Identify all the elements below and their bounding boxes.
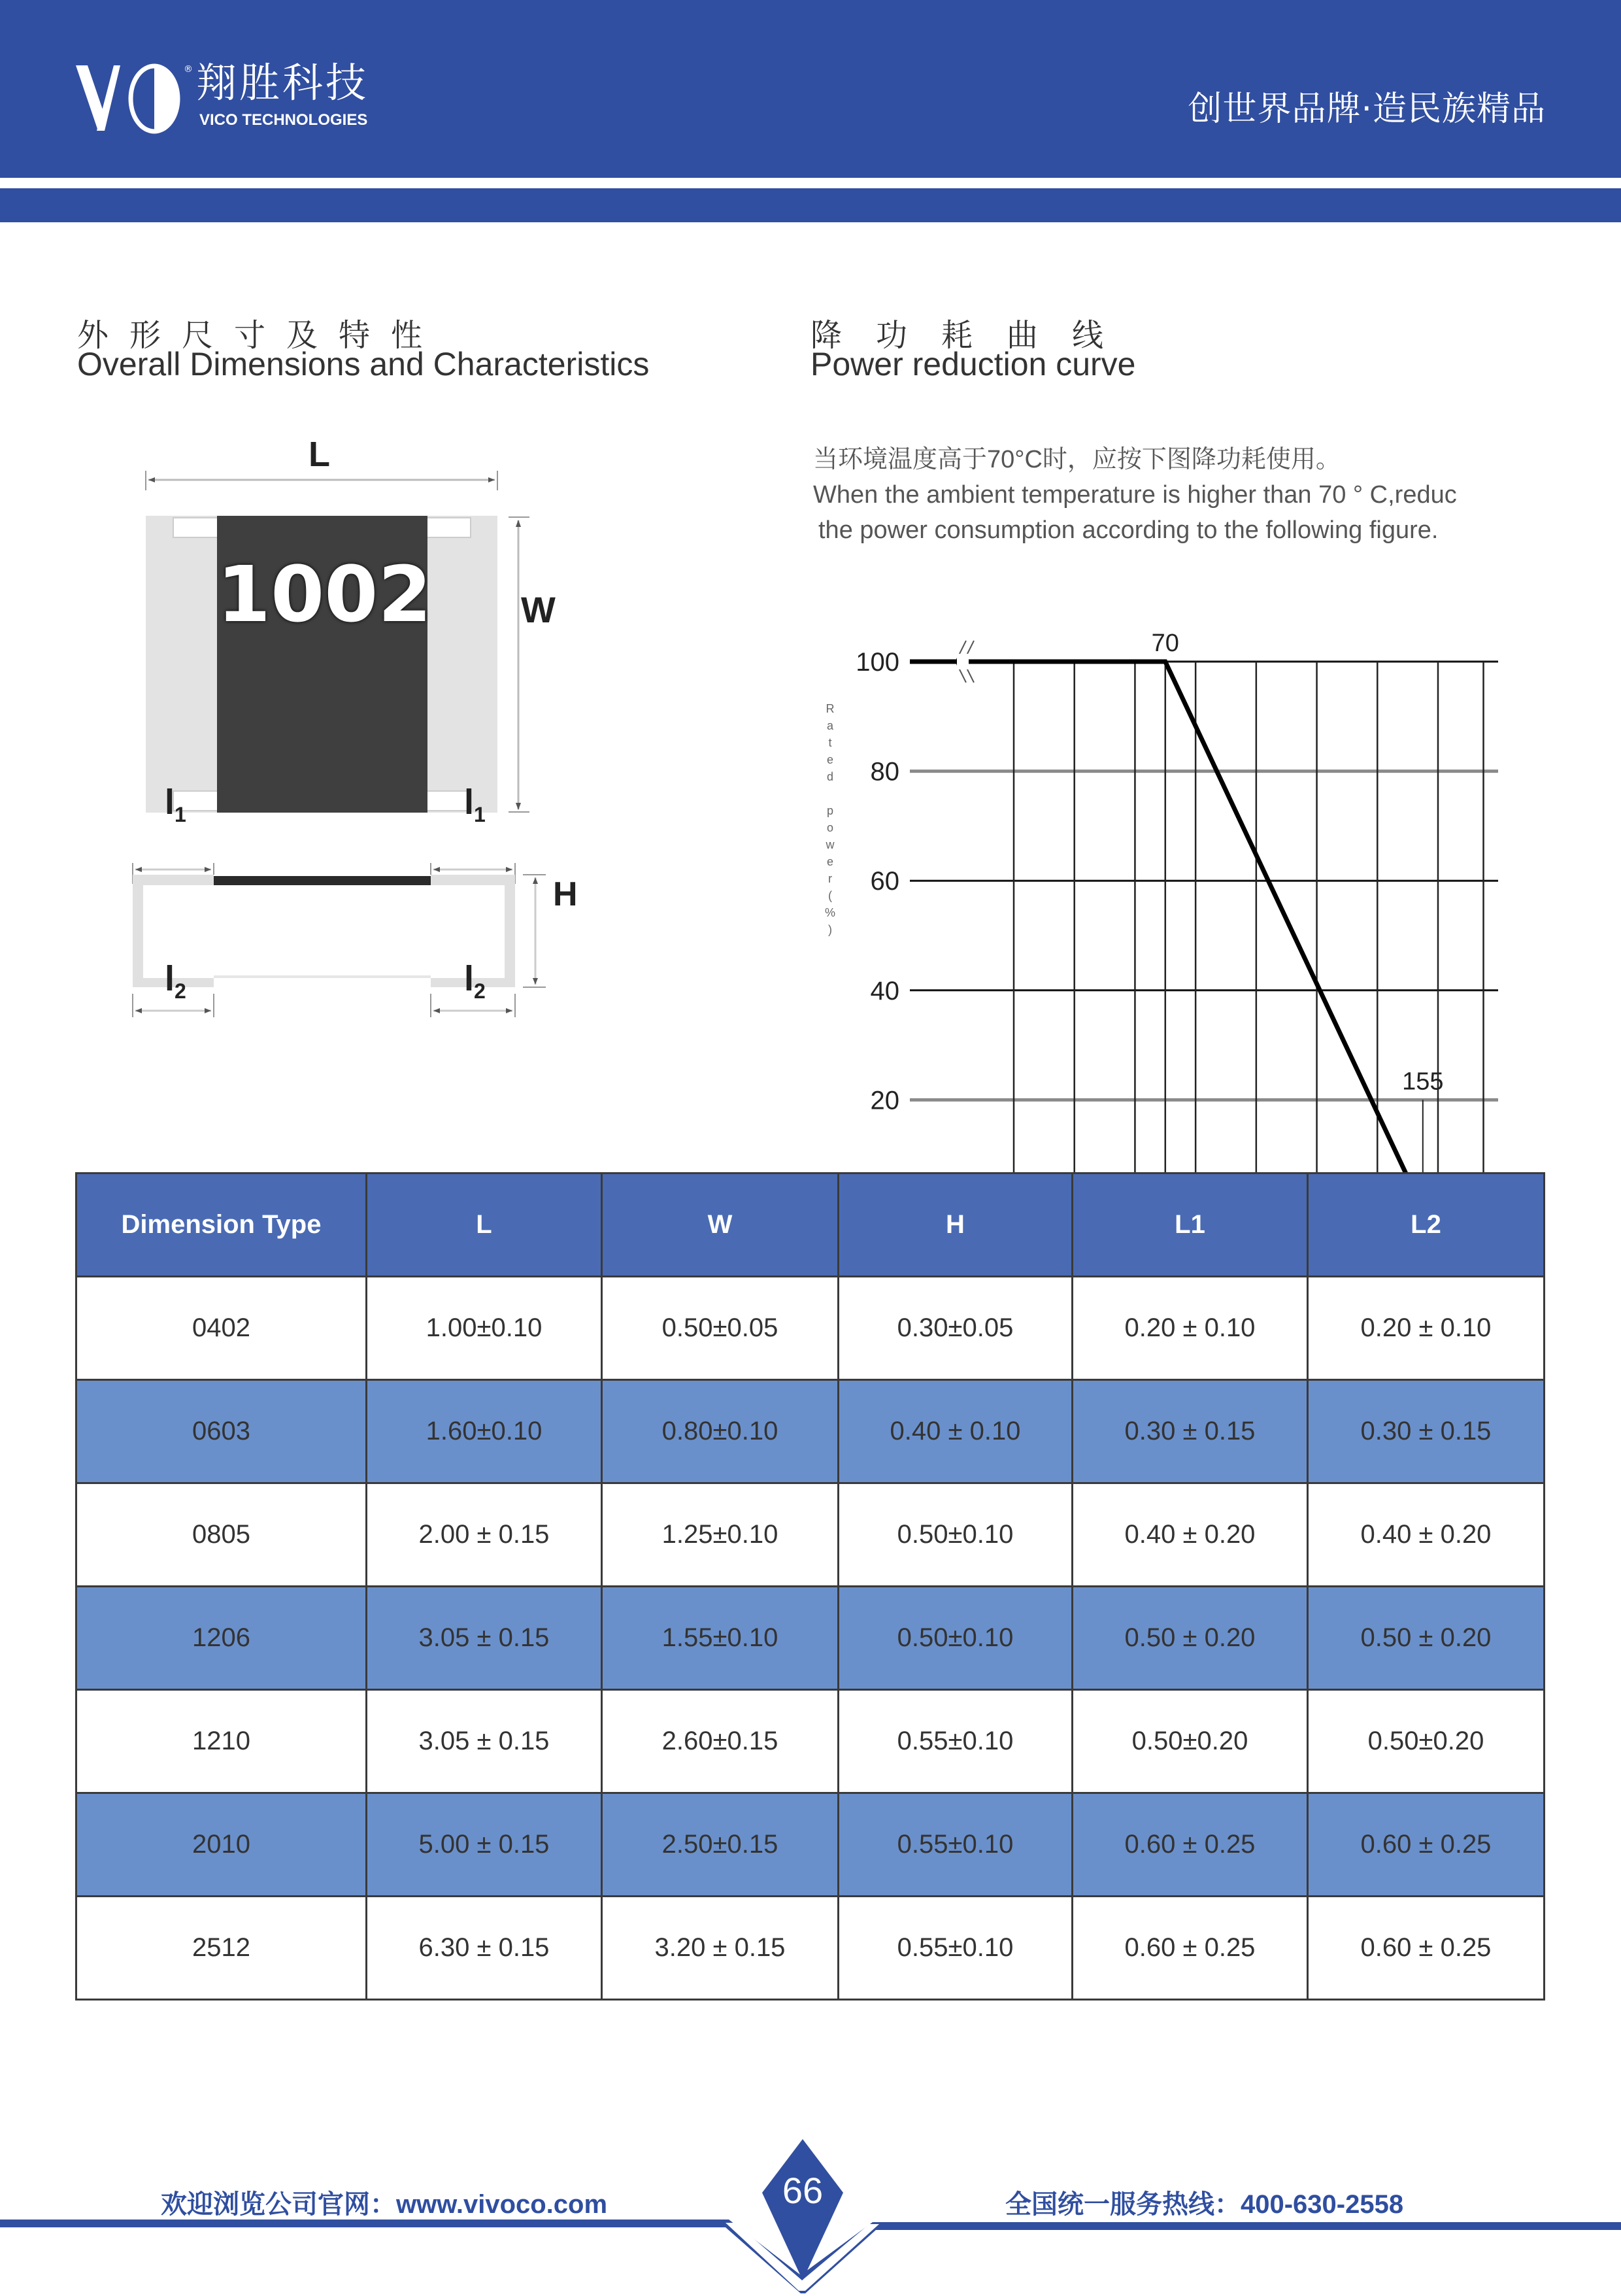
cell-l1: 0.40 ± 0.20 <box>1073 1483 1308 1587</box>
cell-w: 0.80±0.10 <box>602 1380 839 1483</box>
dimensions-title-cn: 外形尺寸及特性 <box>77 310 443 355</box>
registered-mark: ® <box>184 64 193 75</box>
y-axis-label-char: e <box>827 753 833 766</box>
cell-l: 1.60±0.10 <box>367 1380 602 1483</box>
cell-l1: 0.50 ± 0.20 <box>1073 1587 1308 1690</box>
power-note-en-line1: When the ambient temperature is higher than 70 ° C,reduc <box>813 477 1457 513</box>
cell-h: 0.55±0.10 <box>839 1793 1073 1897</box>
label-l2-right-sub: 2 <box>474 979 486 1003</box>
cell-type: 1206 <box>76 1587 367 1690</box>
label-l1-left-sub: 1 <box>175 803 186 826</box>
y-axis-label-char: R <box>826 702 835 715</box>
header-l2: L2 <box>1308 1173 1545 1277</box>
cell-type: 2010 <box>76 1793 367 1897</box>
slogan: 创世界品牌·造民族精品 <box>1188 81 1546 130</box>
y-axis-label-char: p <box>827 804 833 817</box>
table-row <box>76 1587 1545 1690</box>
chart-labels <box>825 630 1460 1261</box>
header-l1: L1 <box>1073 1173 1308 1277</box>
y-tick-label: 20 <box>871 1086 900 1115</box>
chart-series <box>910 654 1423 1209</box>
resistor-marking: 1002 <box>217 549 427 639</box>
cell-w: 0.50±0.05 <box>602 1277 839 1380</box>
table-row <box>76 1483 1545 1587</box>
header-w: W <box>602 1173 839 1277</box>
cell-type: 0402 <box>76 1277 367 1380</box>
annotation-70: 70 <box>1152 630 1179 657</box>
cell-w: 2.60±0.15 <box>602 1690 839 1793</box>
power-note-en-line2: the power consumption according to the following figure. <box>818 513 1438 548</box>
cell-l1: 0.30 ± 0.15 <box>1073 1380 1308 1483</box>
table-row <box>76 1897 1545 2000</box>
power-title-en: Power reduction curve <box>811 345 1135 383</box>
cell-l: 6.30 ± 0.15 <box>367 1897 602 2000</box>
cell-h: 0.30±0.05 <box>839 1277 1073 1380</box>
cell-l2: 0.20 ± 0.10 <box>1308 1277 1545 1380</box>
cell-h: 0.55±0.10 <box>839 1690 1073 1793</box>
y-axis-label-char: t <box>828 736 831 749</box>
y-tick-label: 60 <box>871 867 900 896</box>
y-axis-label-char: ) <box>828 923 832 936</box>
table-row <box>76 1793 1545 1897</box>
series-break-gap <box>957 654 969 669</box>
label-length: L <box>309 434 330 475</box>
footer-website[interactable]: 欢迎浏览公司官网：www.vivoco.com <box>161 2184 607 2221</box>
cell-l2: 0.60 ± 0.25 <box>1308 1793 1545 1897</box>
table-row <box>76 1277 1545 1380</box>
cell-l1: 0.20 ± 0.10 <box>1073 1277 1308 1380</box>
cell-l: 3.05 ± 0.15 <box>367 1690 602 1793</box>
header-l: L <box>367 1173 602 1277</box>
y-axis-label-char: w <box>826 838 835 851</box>
cell-type: 1210 <box>76 1690 367 1793</box>
cell-l2: 0.60 ± 0.25 <box>1308 1897 1545 2000</box>
cell-w: 1.55±0.10 <box>602 1587 839 1690</box>
y-axis-label-char: ( <box>828 889 832 902</box>
label-l2-right-text: l <box>464 959 474 998</box>
cell-w: 1.25±0.10 <box>602 1483 839 1587</box>
footer-hotline: 全国统一服务热线：400-630-2558 <box>1005 2184 1403 2221</box>
page-number: 66 <box>763 2169 842 2212</box>
y-tick-label: 40 <box>871 977 900 1005</box>
table-row <box>76 1380 1545 1483</box>
label-l1-right-text: l <box>464 783 474 822</box>
y-axis-label-char: a <box>827 719 834 732</box>
cell-type: 0603 <box>76 1380 367 1483</box>
cell-h: 0.50±0.10 <box>839 1587 1073 1690</box>
cell-l1: 0.60 ± 0.25 <box>1073 1793 1308 1897</box>
cell-w: 3.20 ± 0.15 <box>602 1897 839 2000</box>
cell-type: 0805 <box>76 1483 367 1587</box>
power-note-cn: 当环境温度高于70°C时，应按下图降功耗使用。 <box>813 442 1341 477</box>
label-l2-left-sub: 2 <box>175 979 186 1003</box>
cell-h: 0.50±0.10 <box>839 1483 1073 1587</box>
cell-l: 3.05 ± 0.15 <box>367 1587 602 1690</box>
cell-h: 0.55±0.10 <box>839 1897 1073 2000</box>
y-axis-label-char: r <box>828 872 832 885</box>
label-height: H <box>553 875 578 914</box>
cell-l2: 0.40 ± 0.20 <box>1308 1483 1545 1587</box>
annotation-155: 155 <box>1402 1068 1443 1095</box>
power-title-cn: 降功耗曲线 <box>811 310 1137 355</box>
y-axis-label-char: e <box>827 855 833 868</box>
y-axis-label-char: d <box>827 770 833 783</box>
dimensions-table <box>75 1172 1545 2001</box>
y-axis-label-char: % <box>825 906 835 919</box>
cell-l: 1.00±0.10 <box>367 1277 602 1380</box>
cell-l2: 0.30 ± 0.15 <box>1308 1380 1545 1483</box>
cell-l: 5.00 ± 0.15 <box>367 1793 602 1897</box>
cell-l1: 0.50±0.20 <box>1073 1690 1308 1793</box>
label-l2-left-text: l <box>165 959 175 998</box>
cell-type: 2512 <box>76 1897 367 2000</box>
table-header-row <box>76 1173 1545 1277</box>
power-derating-chart <box>0 0 1621 1046</box>
table-row <box>76 1690 1545 1793</box>
label-l1-left-text: l <box>165 783 175 822</box>
header-dimension-type: Dimension Type <box>76 1173 367 1277</box>
label-l1-right-sub: 1 <box>474 803 486 826</box>
series-line-rated-power <box>910 662 1423 1209</box>
y-axis-label-char: o <box>827 821 833 834</box>
company-name-en: VICO TECHNOLOGIES <box>199 111 367 129</box>
y-tick-label: 80 <box>871 758 900 786</box>
cell-h: 0.40 ± 0.10 <box>839 1380 1073 1483</box>
chart-grid <box>910 641 1498 1230</box>
cell-w: 2.50±0.15 <box>602 1793 839 1897</box>
label-width: W <box>521 588 556 631</box>
y-tick-label: 100 <box>856 648 899 677</box>
cell-l2: 0.50 ± 0.20 <box>1308 1587 1545 1690</box>
cell-l1: 0.60 ± 0.25 <box>1073 1897 1308 2000</box>
company-name-cn: 翔胜科技 <box>196 63 369 103</box>
cell-l: 2.00 ± 0.15 <box>367 1483 602 1587</box>
dimensions-title-en: Overall Dimensions and Characteristics <box>77 345 649 383</box>
header-h: H <box>839 1173 1073 1277</box>
cell-l2: 0.50±0.20 <box>1308 1690 1545 1793</box>
